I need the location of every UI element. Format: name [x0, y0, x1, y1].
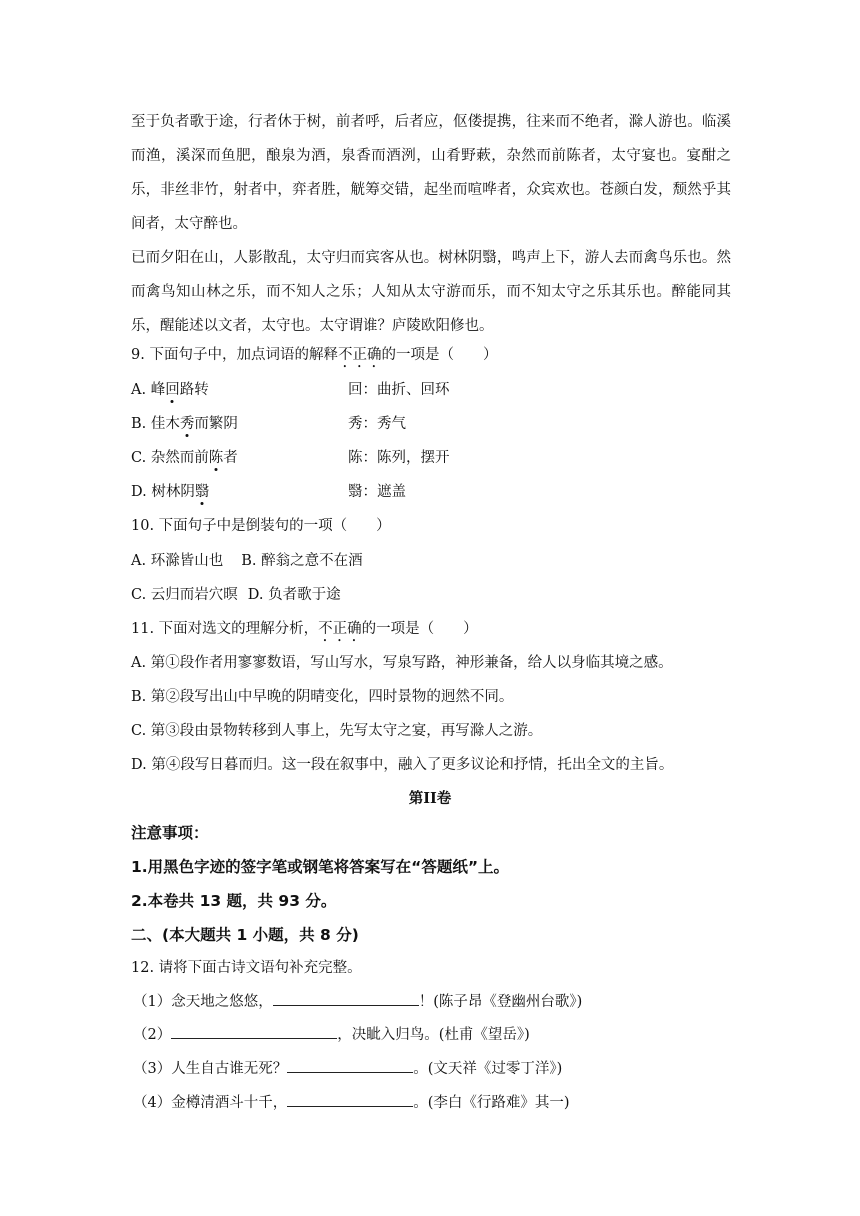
dotted-word: 陈	[208, 450, 224, 466]
question-9-explain-a: 回：曲折、回环	[348, 382, 450, 398]
passage-paragraph-3: 至于负者歌于途，行者休于树，前者呼，后者应，伛偻提携，往来而不绝者，滁人游也。临溪而渔，溪深而鱼肥，酿泉为酒，泉香而酒洌，山肴野蔌，杂然而前陈者，太守宴也。宴酣之乐，非丝非竹，射者中，弈者胜，觥筹交错，起坐而喧哗者，众宾欢也。苍颜白发，颓然乎其间者，太守醉也。	[131, 114, 731, 232]
question-11-option-a: A. 第①段作者用寥寥数语，写山写水，写泉写路，神形兼备，给人以身临其境之感。	[131, 655, 673, 671]
answer-blank[interactable]	[287, 1058, 413, 1073]
notice-item-2: 2.本卷共 13 题，共 93 分。	[131, 892, 337, 910]
question-10-row-2: C. 云归而岩穴暝 D. 负者歌于途	[131, 587, 341, 603]
question-12-item-4: （4）金樽清酒斗十千， 。(李白《行路难》其一)	[133, 1092, 570, 1113]
question-11-option-c: C. 第③段由景物转移到人事上，先写太守之宴，再写滁人之游。	[131, 723, 543, 739]
dotted-word: 回	[165, 382, 180, 398]
question-9-explain-b: 秀：秀气	[348, 416, 406, 432]
answer-blank[interactable]	[273, 991, 419, 1006]
question-9-option-d: D. 树林阴翳	[131, 484, 210, 500]
question-12-item-2: （2） ，决眦入归鸟。(杜甫《望岳》)	[133, 1024, 530, 1045]
dotted-word: 翳	[194, 484, 210, 500]
section-title: 第II卷	[408, 790, 452, 807]
question-9-option-b: B. 佳木秀而繁阴	[131, 416, 238, 432]
question-12-item-1: （1）念天地之悠悠， ！(陈子昂《登幽州台歌》)	[133, 991, 582, 1012]
question-11-option-d: D. 第④段写日暮而归。这一段在叙事中，融入了更多议论和抒情，托出全文的主旨。	[131, 757, 674, 773]
question-9-stem: 9. 下面句子中，加点词语的解释不正确的一项是（ ）	[131, 347, 498, 363]
question-9-explain-c: 陈：陈列，摆开	[348, 450, 450, 466]
answer-blank[interactable]	[171, 1024, 337, 1039]
question-12-item-3: （3）人生自古谁无死？ 。(文天祥《过零丁洋》)	[133, 1058, 562, 1079]
question-9-option-c: C. 杂然而前陈者	[131, 450, 238, 466]
question-11-stem: 11. 下面对选文的理解分析，不正确的一项是（ ）	[131, 621, 478, 637]
question-9-option-a: A. 峰回路转	[131, 382, 209, 398]
passage-paragraph-4: 已而夕阳在山，人影散乱，太守归而宾客从也。树林阴翳，鸣声上下，游人去而禽鸟乐也。然而禽鸟知山林之乐，而不知人之乐；人知从太守游而乐，而不知太守之乐其乐也。醉能同其乐，醒能述以文者，太守也。太守谓谁？庐陵欧阳修也。	[131, 250, 731, 334]
notice-item-1: 1.用黑色字迹的签字笔或钢笔将答案写在“答题纸”上。	[131, 858, 510, 876]
dotted-emphasis: 不正确	[337, 347, 382, 363]
question-11-option-b: B. 第②段写出山中早晚的阴晴变化，四时景物的迥然不同。	[131, 689, 514, 705]
part-heading: 二、(本大题共 1 小题，共 8 分)	[131, 926, 359, 944]
question-10-row-1: A. 环滁皆山也 B. 醉翁之意不在酒	[131, 553, 363, 569]
question-10-stem: 10. 下面句子中是倒装句的一项（ ）	[131, 518, 391, 534]
answer-blank[interactable]	[287, 1092, 413, 1107]
question-12-stem: 12. 请将下面古诗文语句补充完整。	[131, 960, 362, 976]
question-9-explain-d: 翳：遮盖	[348, 484, 406, 500]
dotted-word: 秀	[179, 416, 195, 432]
notice-title: 注意事项：	[131, 824, 209, 842]
